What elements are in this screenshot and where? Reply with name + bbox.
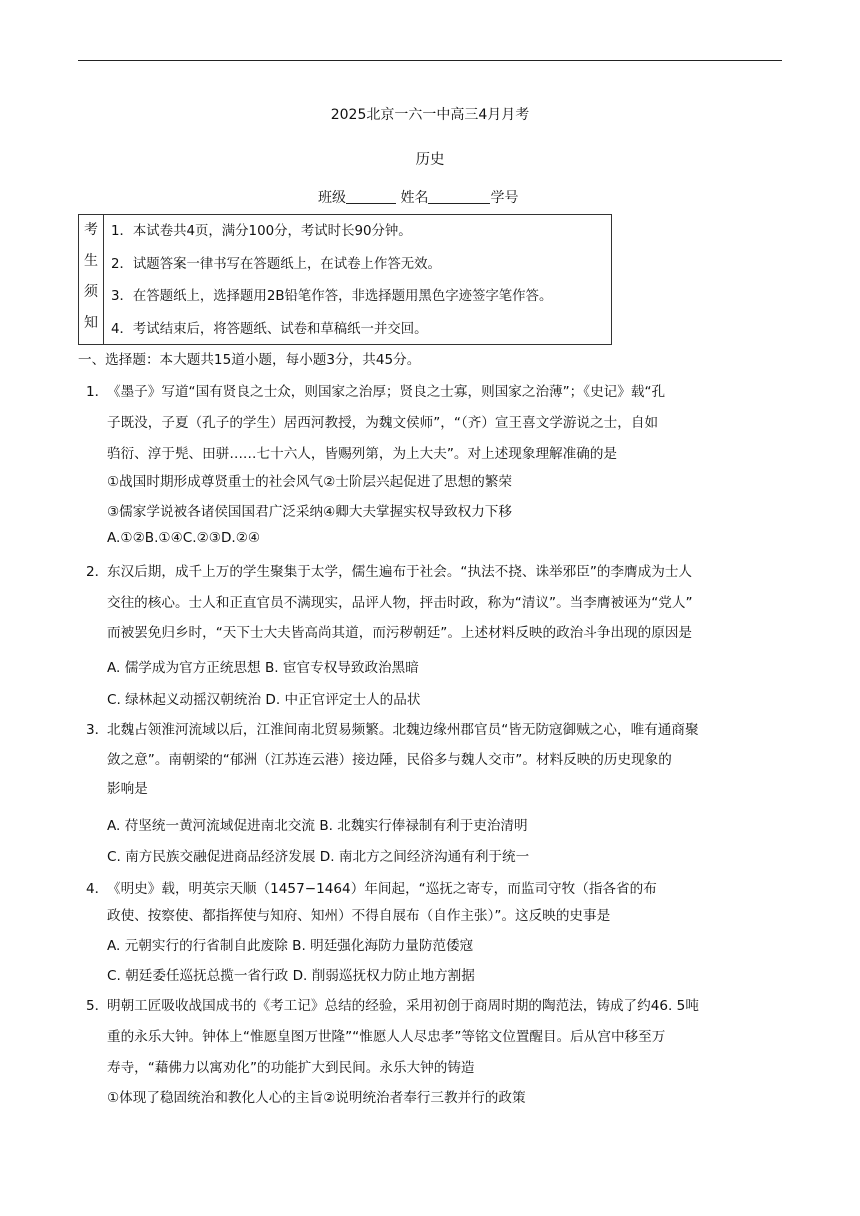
id-label: 学号: [490, 190, 519, 206]
question-text-line: 东汉后期，成千上万的学生聚集于太学，儒生遍布于社会。“执法不挠、诛举邪臣”的李膺成为士人: [107, 564, 693, 580]
header-rule: [78, 60, 782, 61]
question-option-line: ③儒家学说被各诸侯国国君广泛采纳④卿大夫掌握实权导致权力下移: [107, 504, 512, 520]
exam-title: 2025北京一六一中高三4月月考: [330, 107, 530, 123]
question-text-line: 明朝工匠吸收战国成书的《考工记》总结的经验，采用初创于商周时期的陶范法，铸成了约46. 5吨: [107, 998, 699, 1014]
question-option-line: ①战国时期形成尊贤重士的社会风气②士阶层兴起促进了思想的繁荣: [107, 474, 512, 490]
student-info-line: [318, 187, 518, 207]
section-title: 一、选择题：本大题共15道小题，每小题3分，共45分。: [78, 352, 421, 368]
question-text-line: 寿寺，“藉佛力以寓劝化”的功能扩大到民间。永乐大钟的铸造: [107, 1060, 475, 1076]
notice-side-char: 知: [84, 315, 98, 331]
question-number: 5．: [86, 998, 109, 1014]
name-blank: [428, 189, 490, 204]
question-option-line: ①体现了稳固统治和教化人心的主旨②说明统治者奉行三教并行的政策: [107, 1090, 526, 1106]
question-number: 3．: [86, 722, 109, 738]
question-text-line: 敛之意”。南朝梁的“郁洲（江苏连云港）接边陲，民俗多与魏人交市”。材料反映的历史现象的: [107, 752, 672, 768]
notice-side-label: [79, 215, 104, 344]
question-answer-options: C. 南方民族交融促进商品经济发展 D. 南北方之间经济沟通有利于统一: [107, 849, 530, 865]
notice-line: 3．在答题纸上，选择题用2B铅笔作答，非选择题用黑色字迹签字笔作答。: [111, 289, 553, 304]
question-answer-options: C. 绿林起义动摇汉朝统治 D. 中正官评定士人的品状: [107, 692, 421, 708]
subject-title: 历史: [415, 152, 445, 168]
question-text-line: 影响是: [107, 781, 148, 797]
notice-side-char: 须: [84, 284, 98, 300]
question-text-line: 子既没，子夏（孔子的学生）居西河教授，为魏文侯师”，“（齐）宣王喜文学游说之士，自如: [107, 415, 659, 431]
question-text-line: 重的永乐大钟。钟体上“惟愿皇图万世隆”“惟愿人人尽忠孝”等铭文位置醒目。后从宫中移至万: [107, 1029, 666, 1045]
notice-line: 1．本试卷共4页，满分100分，考试时长90分钟。: [111, 224, 412, 239]
question-text-line: 《明史》载，明英宗天顺（1457−1464）年间起，“巡抚之寄专，而监司守牧（指各省的布: [107, 881, 657, 897]
name-label: 姓名: [400, 190, 429, 206]
question-number: 2．: [86, 564, 109, 580]
question-text-line: 驺衍、淳于髡、田骈……七十六人，皆赐列第，为上大夫”。对上述现象理解准确的是: [107, 446, 618, 462]
question-text-line: 《墨子》写道“国有贤良之士众，则国家之治厚；贤良之士寡，则国家之治薄”；《史记》载“孔: [107, 384, 666, 400]
question-answer-options: A. 元朝实行的行省制自此废除 B. 明廷强化海防力量防范倭寇: [107, 938, 474, 954]
question-answer-options: A. 苻坚统一黄河流域促进南北交流 B. 北魏实行俸禄制有利于吏治清明: [107, 818, 528, 834]
notice-line: 2．试题答案一律书写在答题纸上，在试卷上作答无效。: [111, 257, 441, 272]
notice-line: 4．考试结束后，将答题纸、试卷和草稿纸一并交回。: [111, 322, 428, 337]
notice-side-char: 考: [84, 222, 98, 238]
question-number: 4．: [86, 881, 109, 897]
class-blank: [346, 189, 396, 204]
class-label: 班级: [318, 190, 346, 206]
notice-side-char: 生: [84, 253, 98, 269]
question-text-line: 北魏占领淮河流域以后，江淮间南北贸易频繁。北魏边缘州郡官员“皆无防寇御贼之心，唯有通商聚: [107, 722, 699, 738]
question-text-line: 交往的核心。士人和正直官员不满现实，品评人物，抨击时政，称为“清议”。当李膺被诬为“党人”: [107, 595, 693, 611]
question-answer-options: A. 儒学成为官方正统思想 B. 宦官专权导致政治黑暗: [107, 660, 419, 676]
question-number: 1．: [86, 384, 109, 400]
question-text-line: 政使、按察使、都指挥使与知府、知州）不得自展布（自作主张）”。这反映的史事是: [107, 908, 611, 924]
exam-notice-box: [78, 214, 612, 345]
question-answer-options: A.①②B.①④C.②③D.②④: [107, 530, 261, 546]
question-text-line: 而被罢免归乡时，“天下士大夫皆高尚其道，而污秽朝廷”。上述材料反映的政治斗争出现的原因是: [107, 625, 693, 641]
question-answer-options: C. 朝廷委任巡抚总揽一省行政 D. 削弱巡抚权力防止地方割据: [107, 968, 475, 984]
